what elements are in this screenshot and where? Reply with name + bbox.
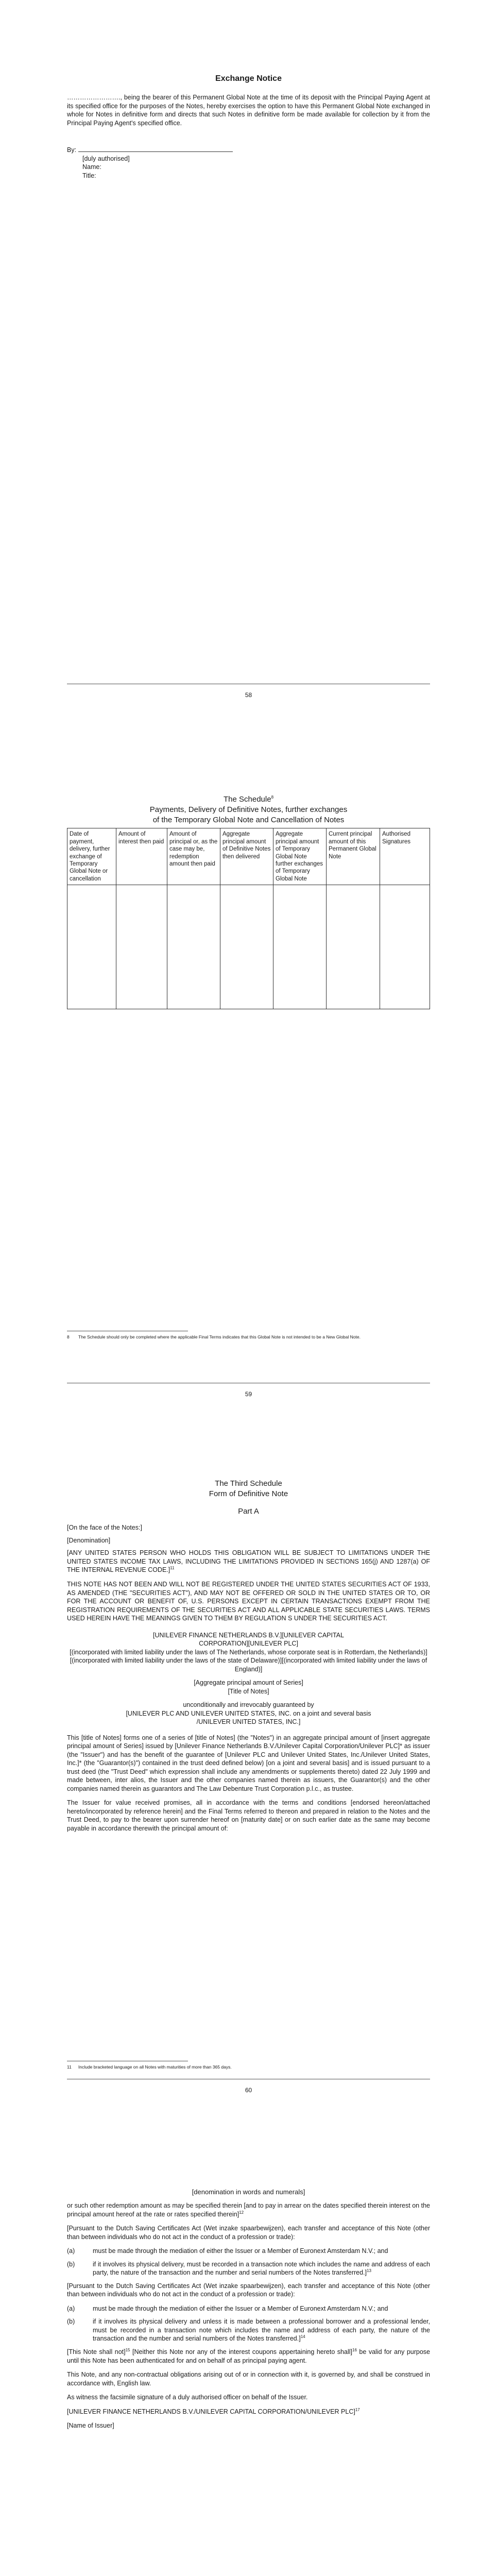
footnote-ref: 17: [355, 2407, 360, 2412]
column-header: Amount of principal or, as the case may be, redemption amount then paid: [167, 828, 220, 885]
page-60: [0, 1406, 497, 2107]
table-cell: [67, 885, 116, 1009]
list-item: [67, 2260, 430, 2277]
table-cell: [220, 885, 273, 1009]
third-schedule-subheading: Form of Definitive Note: [209, 1489, 288, 1498]
exchange-notice-title: Exchange Notice: [215, 74, 282, 83]
page-58: [0, 0, 497, 699]
list-item-text: must be made through the mediation of either the Issuer or a Member of Euronext Amsterdam N.V.; and: [93, 2304, 388, 2312]
schedule-heading: [67, 794, 430, 805]
column-header: Aggregate principal amount of Definitive Notes then delivered: [220, 828, 273, 885]
issuer-line-1: [UNILEVER FINANCE NETHERLANDS B.V.][UNILEVER CAPITAL: [153, 1631, 344, 1639]
us-tax-legend-text: [ANY UNITED STATES PERSON WHO HOLDS THIS OBLIGATION WILL BE SUBJECT TO LIMITATIONS UNDER THE UNITED STATES INCOME TAX LAWS, INCLUDING THE LIMITATIONS PROVIDED IN SECTIONS 165(j) AND 1287(a) OF THE INTERNAL REVENUE CODE.]: [67, 1549, 430, 1574]
issuer-incorporation: [(incorporated with limited liability under the laws of The Netherlands, whose corporate seat is in Rotterdam, the Netherlands)][(incorporated with limited liability under the laws of the state of Delaware)][(incorporated with limited liability under the laws of England)]: [70, 1648, 427, 1673]
name-of-issuer: [Name of Issuer]: [67, 2422, 114, 2430]
footnote-number: 11: [67, 2064, 72, 2070]
aggregate-amount: [Aggregate principal amount of Series]: [194, 1679, 303, 1687]
page-number: 58: [245, 691, 252, 699]
list-item-text: [93, 2317, 430, 2343]
list-item-text-body: if it involves its physical delivery, must be recorded in a transaction note which includes the name and address of each party, the nature of the transaction and the number and serial numbers of the Notes transferred.]: [93, 2260, 430, 2277]
notes-series-paragraph: This [title of Notes] forms one of a series of [title of Notes] (the "Notes") in an aggregate principal amount of [insert aggregate principal amount of Series] issued by [Unilever Finance Netherlands B.V./Unilever Capital Corporation/Unilever PLC]* as issuer (the "Issuer") and has the benefit of the guarantee of [Unilever PLC and Unilever United States, Inc./Unilever United States, Inc.]* (the "Guarantor(s)") contained in the trust deed defined below) [on a joint and several basis] and is issued pursuant to a trust deed (the "Trust Deed" which expression shall include any amendments or supplements thereto) dated 22 July 1999 and made between, inter alios, the Issuer and the other companies named therein as issuers, the Guarantor(s) and the other companies named therein as guarantors and The Law Debenture Trust Corporation p.l.c., as trustee.: [67, 1734, 430, 1792]
footnote-ref: 12: [239, 2210, 244, 2215]
validity-text-1: [This Note shall not]: [67, 2348, 126, 2356]
column-header: Authorised Signatures: [380, 828, 430, 885]
us-tax-legend: [67, 1549, 430, 1574]
validity-text-2: [Neither this Note nor any of the interest coupons appertaining hereto shall]: [130, 2348, 352, 2356]
schedule-table: [67, 828, 430, 1009]
governing-law-paragraph: This Note, and any non-contractual obligations arising out of or in connection with it, is governed by, and shall be construed in accordance with, English law.: [67, 2371, 430, 2387]
part-a-heading: Part A: [238, 1506, 259, 1516]
schedule-subheading-2: of the Temporary Global Note and Cancellation of Notes: [152, 815, 345, 824]
list-item-text-body: if it involves its physical delivery and unless it is made between a professional borrower and a professional lender, must be recorded in a transaction note which includes the name and address of each party, the nature of the transaction and the number and serial numbers of the Notes transferred.]: [93, 2318, 430, 2343]
by-line: [67, 146, 430, 155]
footnote: [67, 2064, 430, 2070]
issuer-signature-block: [67, 2408, 430, 2416]
table-cell: [167, 885, 220, 1009]
third-schedule-heading: The Third Schedule: [215, 1479, 282, 1488]
column-header: Amount of interest then paid: [116, 828, 167, 885]
table-cell: [380, 885, 430, 1009]
duly-authorised: [duly authorised]: [82, 155, 130, 162]
list-item: [67, 2247, 430, 2256]
guarantors-line-1: [UNILEVER PLC AND UNILEVER UNITED STATES, INC. on a joint and several basis: [126, 1709, 371, 1717]
page-number: 60: [245, 2087, 252, 2094]
column-header: Date of payment, delivery, further exchange of Temporary Global Note or cancellation: [67, 828, 116, 885]
dutch-savings-paragraph-2: [Pursuant to the Dutch Saving Certificates Act (Wet inzake spaarbewijzen), each transfer and acceptance of this Note (other than between individuals who do not act in the conduct of a profession or trade):: [67, 2282, 430, 2298]
footnote-ref: 14: [300, 2334, 305, 2340]
securities-act-legend: THIS NOTE HAS NOT BEEN AND WILL NOT BE REGISTERED UNDER THE UNITED STATES SECURITIES ACT OF 1933, AS AMENDED (THE "SECURITIES ACT"), AND MAY NOT BE OFFERED OR SOLD IN THE UNITED STATES OR TO, OR FOR THE ACCOUNT OR BENEFIT OF, U.S. PERSONS EXCEPT IN CERTAIN TRANSACTIONS EXEMPT FROM THE REGISTRATION REQUIREMENTS OF THE SECURITIES ACT AND ALL APPLICABLE STATE SECURITIES LAWS. TERMS USED HEREIN HAVE THE MEANINGS GIVEN TO THEM BY REGULATION S UNDER THE SECURITIES ACT.: [67, 1581, 430, 1622]
list-item: [67, 2304, 430, 2313]
table-cell: [273, 885, 327, 1009]
redemption-paragraph-text: or such other redemption amount as may be specified therein [and to pay in arrear on the dates specified therein interest on the principal amount hereof at the rate or rates specified therein]: [67, 2202, 430, 2218]
denomination-in-words: [denomination in words and numerals]: [192, 2188, 305, 2196]
table-cell: [327, 885, 380, 1009]
name-label: Name:: [82, 163, 101, 171]
footnote-text: The Schedule should only be completed where the applicable Final Terms indicates that this Global Note is not intended to be a New Global Note.: [78, 1334, 361, 1340]
list-item-text: [93, 2260, 430, 2277]
footnote-text: Include bracketed language on all Notes with maturities of more than 365 days.: [78, 2064, 232, 2070]
page-61: [0, 2107, 497, 2576]
witness-paragraph: As witness the facsimile signature of a duly authorised officer on behalf of the Issuer.: [67, 2394, 308, 2401]
footnote-ref: 8: [271, 795, 274, 800]
redemption-paragraph: [67, 2201, 430, 2218]
signature-line: [78, 146, 233, 152]
footnote-ref: 15: [125, 2348, 130, 2353]
denomination-label: [Denomination]: [67, 1536, 111, 1544]
list-item-text: must be made through the mediation of either the Issuer or a Member of Euronext Amsterdam N.V.; and: [93, 2247, 388, 2255]
page-number: 59: [245, 1391, 252, 1398]
list-item-label: (b): [67, 2318, 75, 2326]
page-59-footnotes: [67, 1331, 430, 1342]
list-item-label: (a): [67, 2304, 75, 2312]
column-header: Aggregate principal amount of Temporary Global Note further exchanges of Temporary Global Note: [273, 828, 327, 885]
issuer-signature-text: [UNILEVER FINANCE NETHERLANDS B.V./UNILEVER CAPITAL CORPORATION/UNILEVER PLC]: [67, 2408, 355, 2415]
schedule-heading-text: The Schedule: [223, 795, 271, 804]
footnote-ref: 11: [170, 1566, 175, 1571]
schedule-subheading-1: Payments, Delivery of Definitive Notes, further exchanges: [149, 805, 348, 814]
title-of-notes: [Title of Notes]: [228, 1687, 269, 1695]
table-cell: [116, 885, 167, 1009]
footnote-ref: 13: [367, 2268, 371, 2274]
table-row: [67, 885, 430, 1009]
face-of-notes: [On the face of the Notes:]: [67, 1524, 142, 1532]
issuer-line-2: CORPORATION][UNILEVER PLC]: [199, 1640, 298, 1648]
validity-text-3: be valid for any purpose until this Note has been authenticated for and on behalf of as principal paying agent.: [67, 2348, 430, 2364]
list-item: [67, 2317, 430, 2343]
signature-block: [67, 146, 430, 180]
validity-paragraph: [67, 2348, 430, 2365]
guaranteed-by: unconditionally and irrevocably guaranteed by: [183, 1701, 314, 1709]
column-header: Current principal amount of this Permanent Global Note: [327, 828, 380, 885]
table-header-row: [67, 828, 430, 885]
guarantors-line-2: /UNILEVER UNITED STATES, INC.]: [196, 1718, 301, 1726]
page-60-footnotes: [67, 2061, 430, 2072]
exchange-notice-paragraph: ……………………., being the bearer of this Permanent Global Note at the time of its deposit with the Principal Paying Agent at its specified office for the purposes of the Notes, hereby exercises the option to have this Permanent Global Note exchanged in whole for Notes in definitive form and directs that such Notes in definitive form be made available for collection by it from the Principal Paying Agent's specified office.: [67, 94, 430, 127]
promise-to-pay-paragraph: The Issuer for value received promises, all in accordance with the terms and conditions [endorsed hereon/attached hereto/incorporated by reference herein] and the Final Terms referred to thereon and prepared in relation to the Notes and the Trust Deed, to pay to the bearer upon surrender hereof on [maturity date] or on such earlier date as the same may become payable in accordance therewith the principal amount of:: [67, 1799, 430, 1832]
footnote-number: 8: [67, 1334, 70, 1340]
title-label: Title:: [82, 172, 96, 179]
page-59: [0, 711, 497, 1406]
issuer-block: [67, 1631, 430, 1726]
by-label: By:: [67, 146, 77, 154]
dutch-savings-paragraph-1: [Pursuant to the Dutch Saving Certificates Act (Wet inzake spaarbewijzen), each transfer and acceptance of this Note (other than between individuals who do not act in the conduct of a profession or trade):: [67, 2225, 430, 2241]
list-item-label: (a): [67, 2247, 75, 2255]
footnote: [67, 1334, 430, 1340]
list-item-label: (b): [67, 2260, 75, 2268]
footnote-ref: 16: [352, 2348, 357, 2353]
